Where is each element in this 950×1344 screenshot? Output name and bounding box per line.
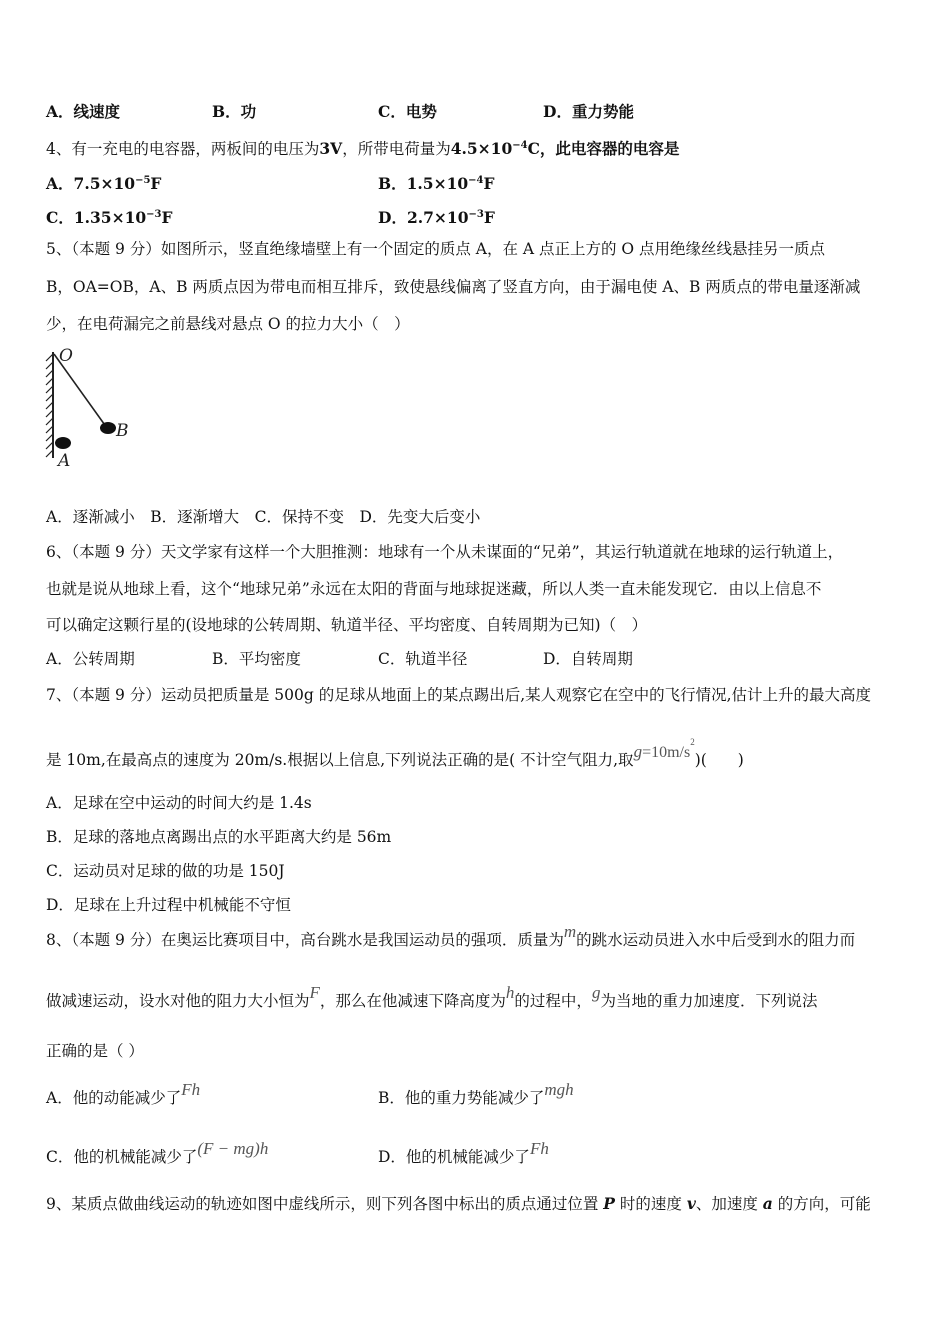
q9-stem: 9、某质点做曲线运动的轨迹如图中虚线所示，则下列各图中标出的质点通过位置 P 时的速度 v、加速度 a 的方向，可能 [46,1194,871,1213]
q7-option-a: A．足球在空中运动的时间大约是 1.4s [46,794,312,812]
q8-option-d: D．他的机械能减少了Fh [378,1139,549,1166]
q6-line2: 也就是说从地球上看，这个“地球兄弟”永远在太阳的背面与地球捉迷藏，所以人类一直未能发现它．由以上信息不 [46,580,822,598]
q7-line2: 是 10m,在最高点的速度为 20m/s.根据以上信息,下列说法正确的是( 不计空气阻力,取$g=10m/s^2$)( ) [46,737,744,769]
q5-figure [44,346,144,470]
q4-option-c: C．$1.35\times 10^{-3}F$ [46,208,173,227]
q6-line1: 6、（本题 9 分）天文学家有这样一个大胆推测：地球有一个从未谋面的“兄弟”，其运行轨道就在地球的运行轨道上， [46,543,844,561]
label-b: B [116,421,129,441]
q7-line1: 7、（本题 9 分）运动员把质量是 500g 的足球从地面上的某点踢出后,某人观察它在空中的飞行情况,估计上升的最大高度 [46,686,872,704]
q4-option-a: A．$7.5\times 10^{-5}F$ [46,174,162,193]
f-symbol: F [309,983,320,1002]
m-symbol: m [563,922,577,941]
particle-b [100,422,116,434]
q4-option-b: B．$1.5\times 10^{-4}F$ [378,174,495,193]
q8-line2: 做减速运动，设水对他的阻力大小恒为F，那么在他减速下降高度为h的过程中，g为当地的重力加速度．下列说法 [46,983,818,1010]
q3-option-b: B．功 [212,102,257,121]
q4-option-d: D．$2.7\times 10^{-3}F$ [378,208,495,227]
q5-line2: B，OA=OB，A、B 两质点因为带电而相互排斥，致使悬线偏离了竖直方向，由于漏电使 A、B 两质点的带电量逐渐减 [46,278,861,296]
q7-option-c: C．运动员对足球的做的功是 150J [46,862,285,880]
g-symbol: g [591,983,601,1002]
q6-option-b: B．平均密度 [212,650,301,668]
q5-options: A．逐渐减小 B．逐渐增大 C．保持不变 D．先变大后变小 [46,508,481,526]
q5-line1: 5、（本题 9 分）如图所示，竖直绝缘墙壁上有一个固定的质点 A，在 A 点正上方的 O 点用绝缘丝线悬挂另一质点 [46,240,826,258]
label-o: O [59,346,73,366]
q7-option-b: B．足球的落地点离踢出点的水平距离大约是 56m [46,828,392,846]
q3-option-c: C．电势 [378,102,437,121]
q3-option-a: A．线速度 [46,102,121,121]
q8-option-a: A．他的动能减少了Fh [46,1080,201,1107]
q7-option-d: D．足球在上升过程中机械能不守恒 [46,896,291,914]
q8-option-c: C．他的机械能减少了(F − mg)h [46,1139,269,1166]
q8-line3: 正确的是（ ） [46,1042,144,1060]
q6-line3: 可以确定这颗行星的(设地球的公转周期、轨道半径、平均密度、自转周期为已知)（ ） [46,616,648,634]
q8-option-b: B．他的重力势能减少了mgh [378,1080,574,1107]
q5-line3: 少，在电荷漏完之前悬线对悬点 O 的拉力大小（ ） [46,315,410,333]
particle-a [55,437,71,449]
g-symbol: g [633,742,643,761]
label-a: A [58,451,71,470]
q4-stem: 4、有一充电的电容器，两板间的电压为3V，所带电荷量为$4.5\times 10^{-4}C$，此电容器的电容是 [46,139,680,158]
q6-option-a: A．公转周期 [46,650,135,668]
q8-line1: 8、（本题 9 分）在奥运比赛项目中，高台跳水是我国运动员的强项．质量为m的跳水运动员进入水中后受到水的阻力而 [46,922,856,949]
wall-hatching [46,354,53,457]
g-value: =10m/s [642,744,691,761]
q3-option-d: D．重力势能 [543,102,634,121]
q6-option-c: C．轨道半径 [378,650,468,668]
h-symbol: h [505,983,515,1002]
q6-option-d: D．自转周期 [543,650,633,668]
